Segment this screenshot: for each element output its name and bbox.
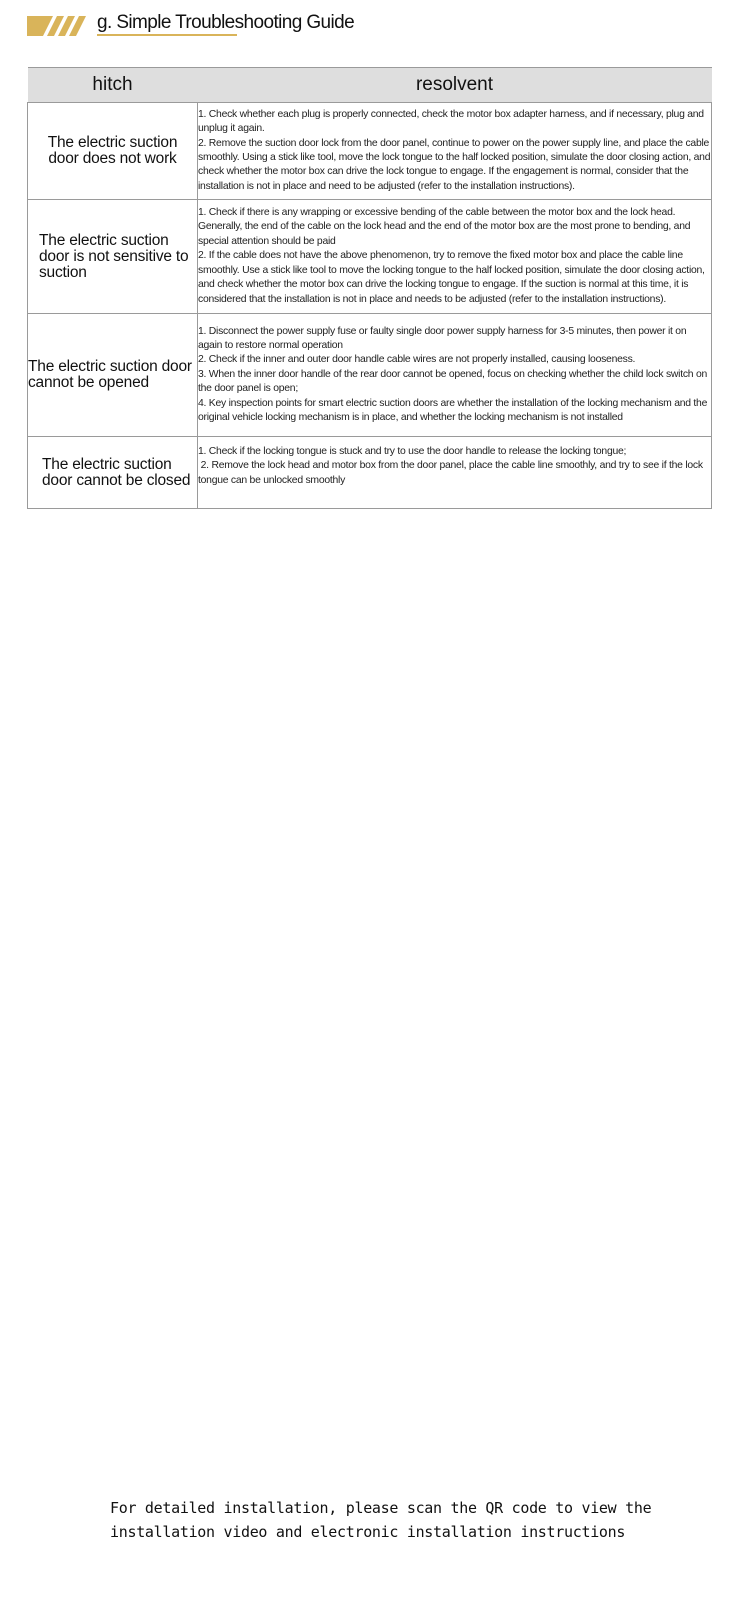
installation-note: For detailed installation, please scan the QR code to view the installation video and electronic installation instructions (110, 1499, 652, 1541)
table-row (28, 103, 712, 200)
resolvent-step: 2. Remove the suction door lock from the door panel, continue to power on the power supply line, and place the cable smoothly. Using a stick like tool, move the lock tongue to the half locked position, simulate the door closing action, and check whether the motor box can drive the lock tongue to engage. If the engagement is normal, consider that the installation is not in place and need to be adjusted (refer to the installation instructions). (198, 137, 711, 192)
resolvent-step: 2. Check if the inner and outer door handle cable wires are not properly installed, causing looseness. (198, 354, 636, 366)
table-row (28, 437, 712, 509)
resolvent-cell (198, 314, 712, 437)
hitch-cell: The electric suction door is not sensitive to suction (28, 200, 198, 314)
hitch-cell: The electric suction door cannot be opened (28, 314, 198, 437)
column-header-resolvent: resolvent (198, 68, 712, 103)
table-header-row (28, 68, 712, 103)
resolvent-step: 2. If the cable does not have the above phenomenon, try to remove the fixed motor box and place the cable line smoothly. Use a stick like tool to move the locking tongue to the half locked position, simulate the door closing action, and check whether the motor box can drive the locking tongue to engage. If the suction is normal at this time, it is considered that the installation is not in place and needs to be adjusted (refer to the installation instructions). (198, 250, 705, 305)
resolvent-cell (198, 200, 712, 314)
resolvent-step: 1. Disconnect the power supply fuse or faulty single door power supply harness for 3-5 minutes, then power it on again to restore normal operation (198, 325, 687, 351)
table-row (28, 200, 712, 314)
resolvent-cell (198, 437, 712, 509)
section-header (27, 12, 355, 42)
resolvent-step: 1. Check whether each plug is properly connected, check the motor box adapter harness, and if necessary, plug and unplug it again. (198, 108, 704, 135)
hitch-cell: The electric suction door does not work (28, 103, 198, 200)
resolvent-step: 1. Check if there is any wrapping or excessive bending of the cable between the motor box and the lock head. Generally, the end of the cable on the lock head and the end of the motor box are the most prone to bending, and special attention should be paid (198, 207, 691, 247)
resolvent-cell (198, 103, 712, 200)
page-title: g. Simple Troubleshooting Guide (97, 12, 355, 33)
table-row (28, 314, 712, 437)
troubleshooting-table (27, 67, 712, 509)
resolvent-step: 1. Check if the locking tongue is stuck and try to use the door handle to release the locking tongue; (198, 446, 627, 457)
resolvent-step: 2. Remove the lock head and motor box from the door panel, place the cable line smoothly, and try to see if the lock tongue can be unlocked smoothly (198, 460, 706, 486)
column-header-hitch: hitch (28, 68, 198, 103)
title-underline (97, 34, 237, 36)
resolvent-step: 3. When the inner door handle of the rear door cannot be opened, focus on checking whether the child lock switch on the door panel is open; (198, 368, 708, 395)
hitch-cell: The electric suction door cannot be closed (28, 437, 198, 509)
resolvent-step: 4. Key inspection points for smart electric suction doors are whether the installation of the locking mechanism and the original vehicle locking mechanism is in place, and whether the locking mechanism is not installed (198, 397, 708, 424)
